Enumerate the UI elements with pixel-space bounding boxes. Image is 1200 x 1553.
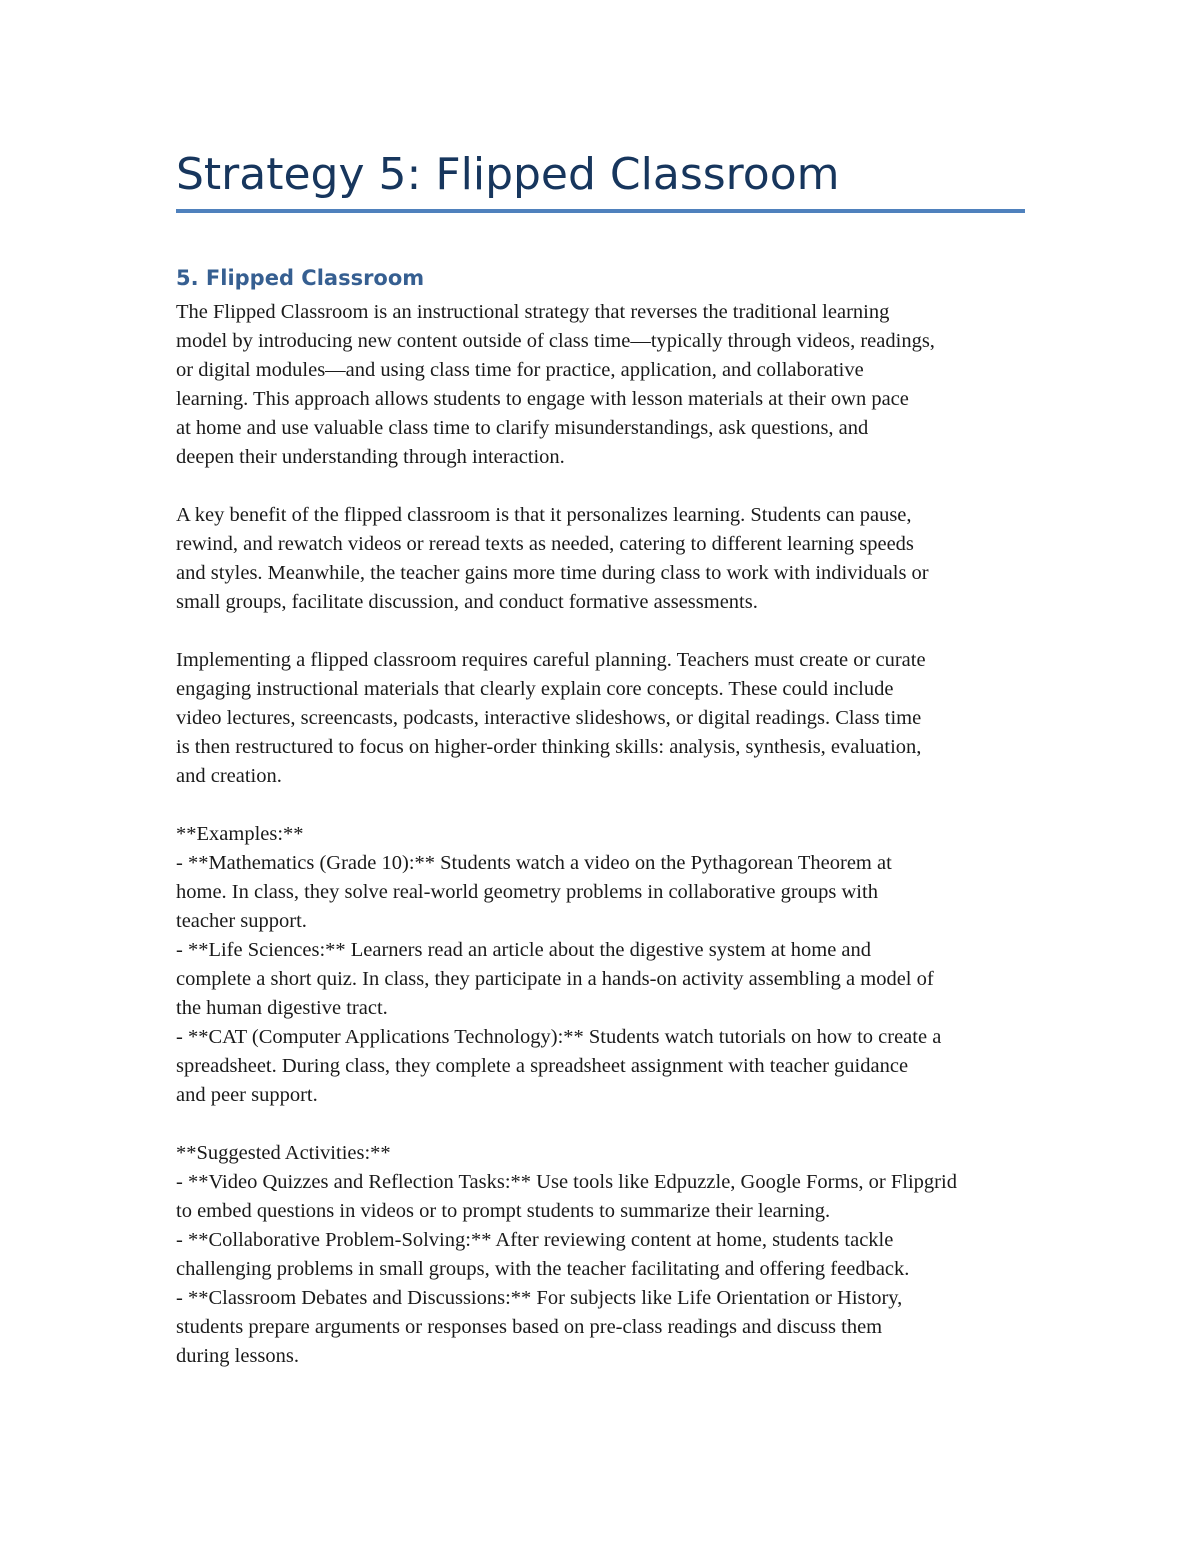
text-line: small groups, facilitate discussion, and conduct formative assessments. xyxy=(176,591,758,613)
text-line: and creation. xyxy=(176,765,282,787)
list-item: - **Video Quizzes and Reflection Tasks:** Use tools like Edpuzzle, Google Forms, or Flipgrid xyxy=(176,1171,957,1193)
list-item-continuation: to embed questions in videos or to prompt students to summarize their learning. xyxy=(176,1200,831,1222)
list-item-continuation: and peer support. xyxy=(176,1084,318,1106)
paragraph-benefits xyxy=(176,501,1028,617)
paragraph-spacer xyxy=(176,791,1028,820)
text-line: and styles. Meanwhile, the teacher gains more time during class to work with individuals or xyxy=(176,562,929,584)
list-item-continuation: during lessons. xyxy=(176,1345,299,1367)
document-title: Strategy 5: Flipped Classroom xyxy=(176,149,840,200)
text-line: video lectures, screencasts, podcasts, interactive slideshows, or digital readings. Class time xyxy=(176,707,922,729)
text-line: A key benefit of the flipped classroom is that it personalizes learning. Students can pause, xyxy=(176,504,912,526)
text-line: The Flipped Classroom is an instructional strategy that reverses the traditional learning xyxy=(176,301,890,323)
list-item-continuation: students prepare arguments or responses based on pre-class readings and discuss them xyxy=(176,1316,883,1338)
text-line: rewind, and rewatch videos or reread texts as needed, catering to different learning speeds xyxy=(176,533,914,555)
text-line: learning. This approach allows students to engage with lesson materials at their own pace xyxy=(176,388,909,410)
list-item-continuation: challenging problems in small groups, with the teacher facilitating and offering feedback. xyxy=(176,1258,910,1280)
text-line: Implementing a flipped classroom requires careful planning. Teachers must create or curate xyxy=(176,649,926,671)
list-item: - **CAT (Computer Applications Technology):** Students watch tutorials on how to create a xyxy=(176,1026,942,1048)
paragraph-implementation xyxy=(176,646,1028,791)
text-line: engaging instructional materials that clearly explain core concepts. These could include xyxy=(176,678,894,700)
text-line: at home and use valuable class time to clarify misunderstandings, ask questions, and xyxy=(176,417,869,439)
section-heading: 5. Flipped Classroom xyxy=(176,266,425,290)
examples-heading: **Examples:** xyxy=(176,823,304,845)
text-line: model by introducing new content outside of class time—typically through videos, readings, xyxy=(176,330,935,352)
list-item-continuation: home. In class, they solve real-world geometry problems in collaborative groups with xyxy=(176,881,878,903)
paragraph-spacer xyxy=(176,1110,1028,1139)
paragraph-intro xyxy=(176,298,1028,472)
list-item: - **Classroom Debates and Discussions:** For subjects like Life Orientation or History, xyxy=(176,1287,903,1309)
paragraph-spacer xyxy=(176,617,1028,646)
document-body xyxy=(176,298,1028,1371)
activities-heading: **Suggested Activities:** xyxy=(176,1142,391,1164)
list-item: - **Life Sciences:** Learners read an article about the digestive system at home and xyxy=(176,939,872,961)
text-line: deepen their understanding through interaction. xyxy=(176,446,565,468)
activities-section xyxy=(176,1139,1028,1371)
list-item-continuation: complete a short quiz. In class, they participate in a hands-on activity assembling a model of xyxy=(176,968,934,990)
examples-section xyxy=(176,820,1028,1110)
title-underline-rule xyxy=(176,209,1025,213)
paragraph-spacer xyxy=(176,472,1028,501)
list-item-continuation: teacher support. xyxy=(176,910,307,932)
text-line: is then restructured to focus on higher-order thinking skills: analysis, synthesis, evaluation, xyxy=(176,736,922,758)
list-item-continuation: the human digestive tract. xyxy=(176,997,388,1019)
list-item: - **Mathematics (Grade 10):** Students watch a video on the Pythagorean Theorem at xyxy=(176,852,892,874)
text-line: or digital modules—and using class time for practice, application, and collaborative xyxy=(176,359,864,381)
list-item-continuation: spreadsheet. During class, they complete a spreadsheet assignment with teacher guidance xyxy=(176,1055,909,1077)
list-item: - **Collaborative Problem-Solving:** After reviewing content at home, students tackle xyxy=(176,1229,894,1251)
